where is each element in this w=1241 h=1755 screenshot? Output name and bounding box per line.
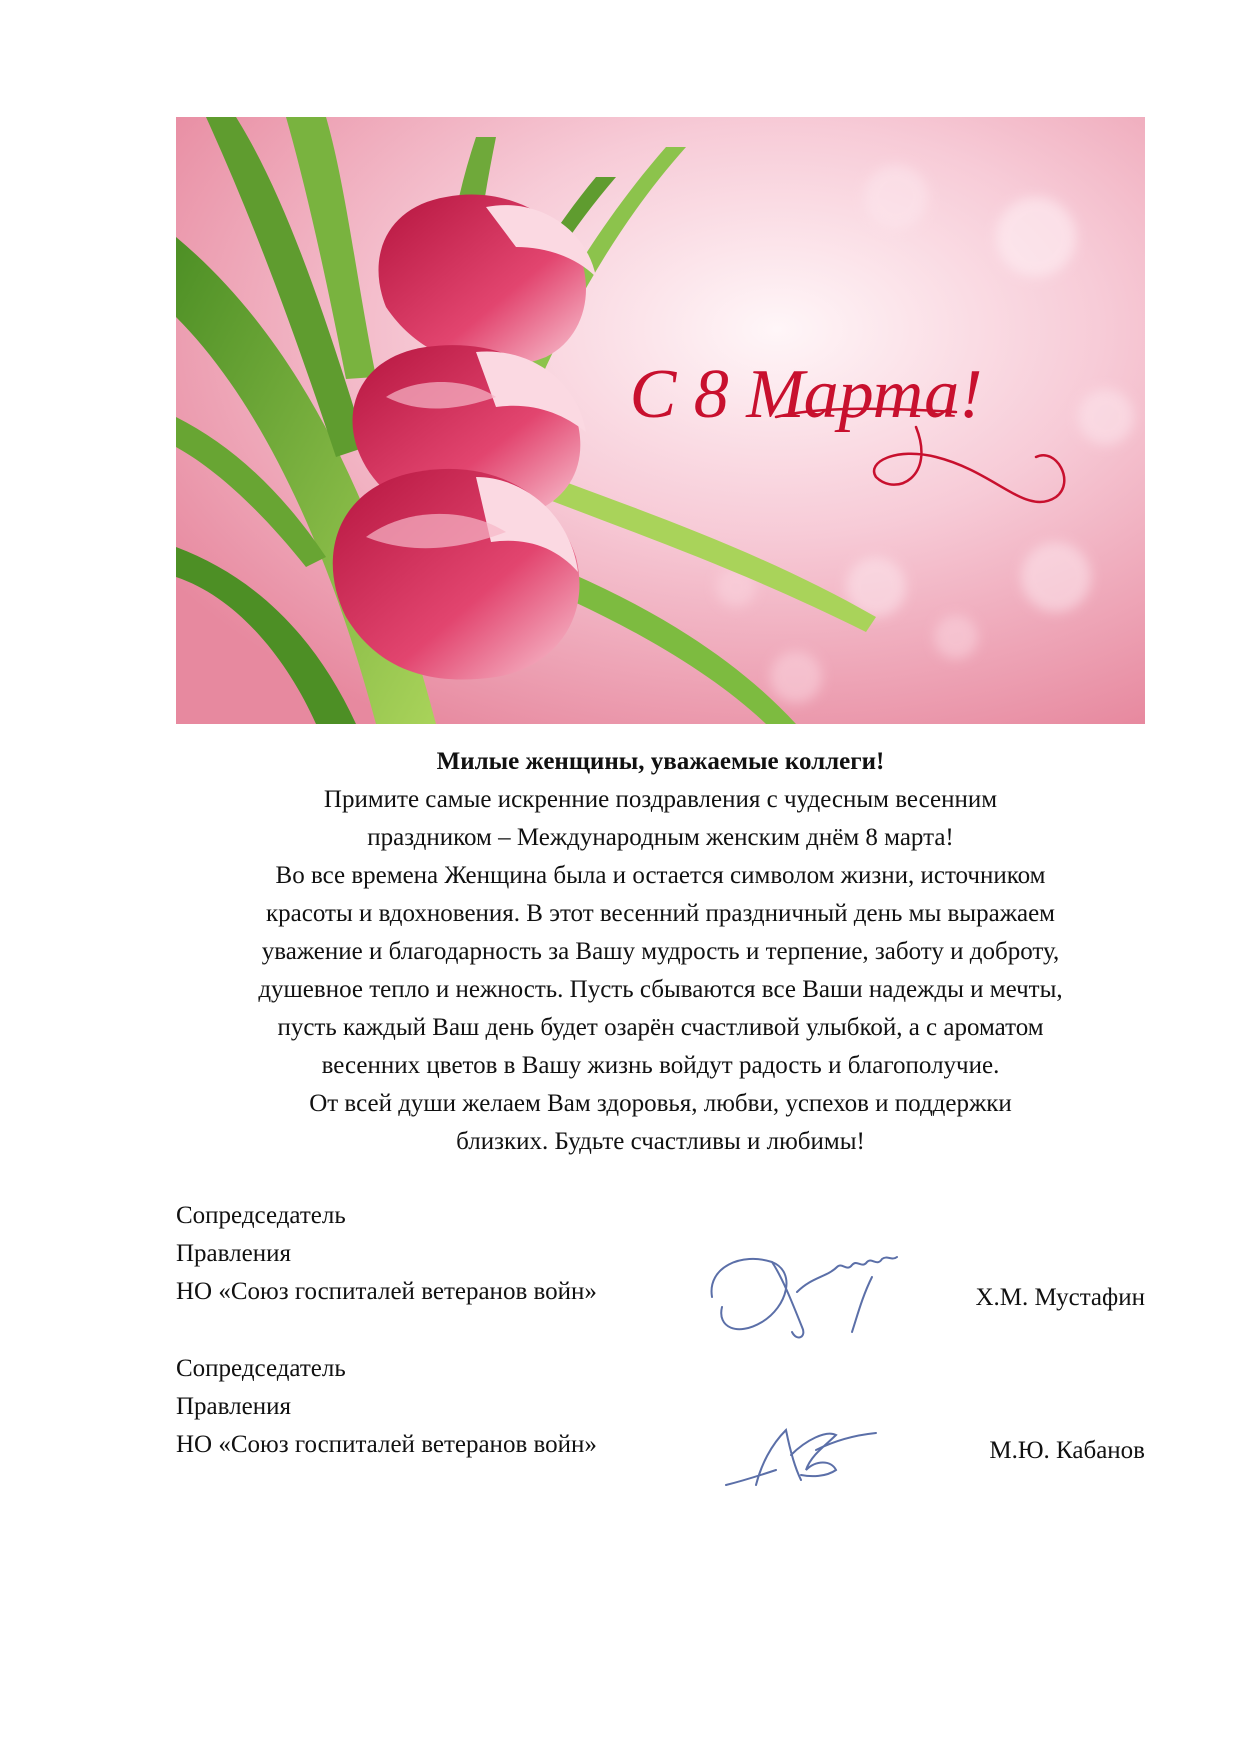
- signer-role: [176, 1350, 696, 1464]
- banner-heading: С 8 Марта!: [629, 356, 983, 433]
- paragraph-line: весенних цветов в Вашу жизнь войдут радость и благополучие.: [321, 1052, 1000, 1079]
- role-line: Правления: [176, 1393, 291, 1420]
- paragraph-line: красоты и вдохновения. В этот весенний праздничный день мы выражаем: [266, 900, 1055, 927]
- paragraph-line: уважение и благодарность за Вашу мудрость и терпение, заботу и доброту,: [261, 938, 1060, 965]
- role-line: Сопредседатель: [176, 1202, 346, 1229]
- paragraph-line: Во все времена Женщина была и остается символом жизни, источником: [275, 862, 1046, 889]
- paragraph-line: Примите самые искренние поздравления с чудесным весенним: [323, 786, 998, 813]
- signature-block-1: [176, 1197, 1145, 1327]
- role-line: Сопредседатель: [176, 1355, 346, 1382]
- tulips-bouquet-image: [176, 117, 1145, 724]
- letter-body: [176, 744, 1145, 1161]
- handwritten-signature-image: [716, 1415, 886, 1500]
- signer-role: [176, 1197, 696, 1311]
- paragraph-line: близких. Будьте счастливы и любимы!: [456, 1128, 865, 1155]
- greeting-banner: [176, 117, 1145, 724]
- handwritten-signature-image: [702, 1237, 912, 1347]
- paragraph-line: От всей души желаем Вам здоровья, любви, успехов и поддержки: [309, 1090, 1012, 1117]
- role-line: НО «Союз госпиталей ветеранов войн»: [176, 1278, 597, 1305]
- paragraph-line: душевное тепло и нежность. Пусть сбываются все Ваши надежды и мечты,: [258, 976, 1063, 1003]
- greeting-heading: Милые женщины, уважаемые коллеги!: [436, 748, 885, 775]
- paragraph-line: праздником – Международным женским днём 8 марта!: [367, 824, 954, 851]
- paragraph-line: пусть каждый Ваш день будет озарён счастливой улыбкой, а с ароматом: [277, 1014, 1044, 1041]
- signature-block-2: [176, 1350, 1145, 1480]
- signer-name: Х.М. Мустафин: [975, 1284, 1145, 1311]
- signer-name: М.Ю. Кабанов: [989, 1437, 1145, 1464]
- role-line: Правления: [176, 1240, 291, 1267]
- role-line: НО «Союз госпиталей ветеранов войн»: [176, 1431, 597, 1458]
